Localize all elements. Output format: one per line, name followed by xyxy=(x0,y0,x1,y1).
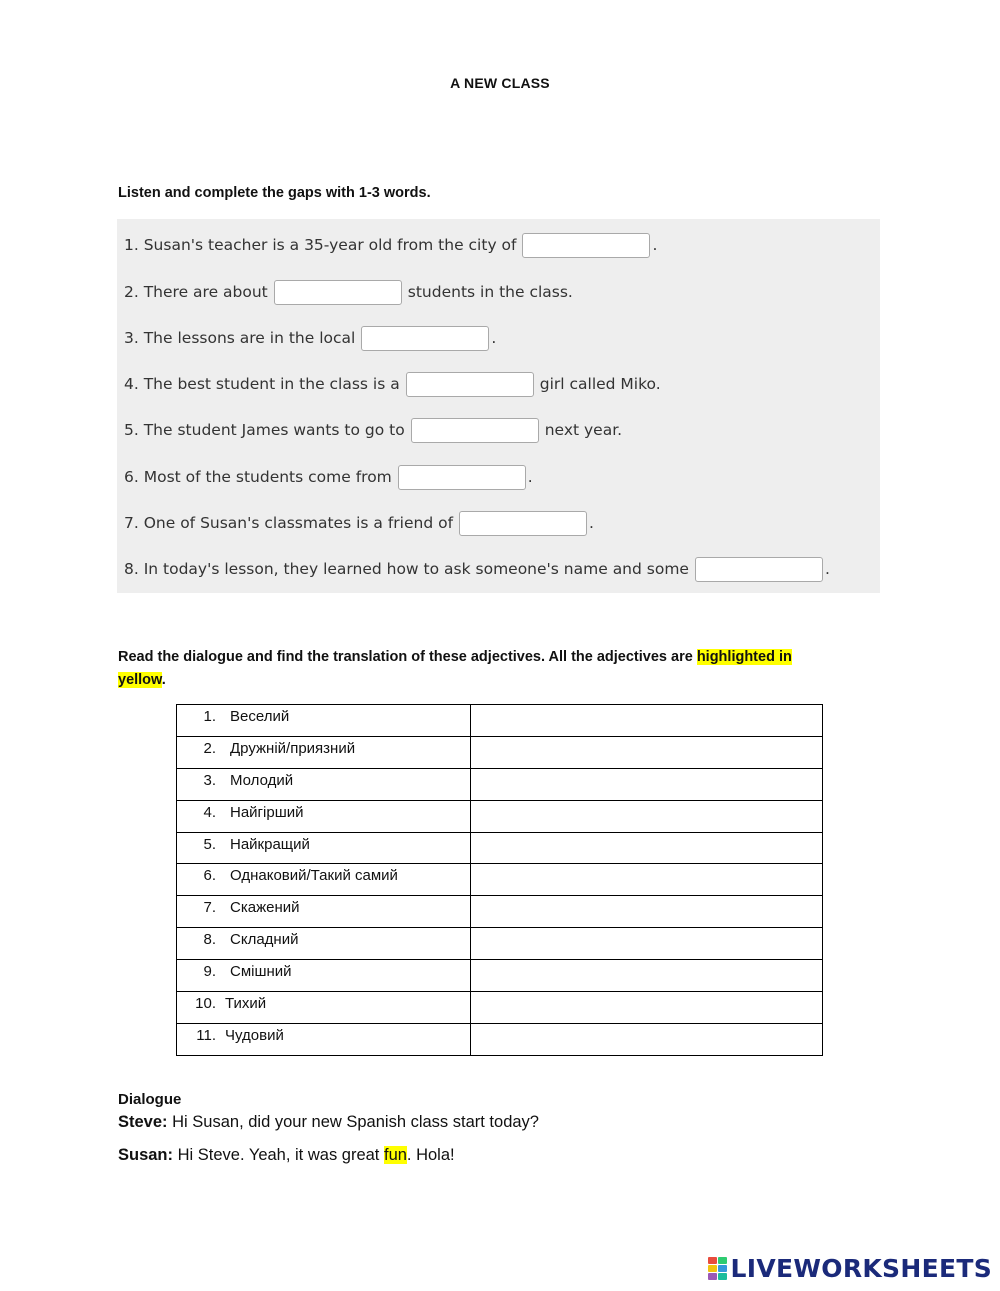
ukrainian-word: Тихий xyxy=(225,995,267,1013)
gap-input[interactable] xyxy=(411,418,539,443)
highlighted-adjective: fun xyxy=(383,1146,407,1164)
gap-input[interactable] xyxy=(398,465,526,490)
answer-cell[interactable] xyxy=(471,992,823,1024)
gap-fill-panel xyxy=(117,219,880,593)
row-number: 7. xyxy=(203,899,216,917)
gap-item-text-after: . xyxy=(589,514,594,532)
table-row xyxy=(177,896,823,928)
answer-cell[interactable] xyxy=(471,832,823,864)
section2-instruction xyxy=(118,646,878,692)
gap-item xyxy=(124,462,533,492)
word-cell xyxy=(177,768,471,800)
gap-item xyxy=(124,508,594,538)
gap-item xyxy=(124,277,573,307)
gap-item-text-after: girl called Miko. xyxy=(539,375,661,393)
gap-item xyxy=(124,323,496,353)
table-row xyxy=(177,928,823,960)
table-row xyxy=(177,736,823,768)
row-number: 2. xyxy=(203,739,216,757)
ukrainian-word: Веселий xyxy=(230,708,290,725)
ukrainian-word: Смішний xyxy=(230,963,292,981)
instruction-highlight: yellow xyxy=(118,672,162,688)
gap-item-text-after: . xyxy=(527,468,533,486)
row-number: 11. xyxy=(196,1026,216,1044)
table-row xyxy=(177,992,823,1024)
gap-item-text: 1. Susan's teacher is a 35-year old from the city of xyxy=(124,236,517,254)
gap-item-text: 4. The best student in the class is a xyxy=(124,375,400,393)
word-cell xyxy=(177,1023,471,1055)
gap-input[interactable] xyxy=(695,557,823,582)
gap-item-text: 3. The lessons are in the local xyxy=(124,329,356,347)
word-cell xyxy=(177,800,471,832)
gap-item-text: 2. There are about xyxy=(124,283,268,301)
gap-input[interactable] xyxy=(406,372,534,397)
gap-item xyxy=(124,369,661,399)
liveworksheets-logo xyxy=(708,1254,992,1283)
answer-cell[interactable] xyxy=(471,736,823,768)
ukrainian-word: Найкращий xyxy=(230,835,310,853)
gap-item-text: 5. The student James wants to go to xyxy=(124,421,405,439)
answer-cell[interactable] xyxy=(471,768,823,800)
gap-item-text-after: students in the class. xyxy=(407,283,573,301)
answer-cell[interactable] xyxy=(471,960,823,992)
table-row xyxy=(177,832,823,864)
ukrainian-word: Однаковий/Такий самий xyxy=(230,867,398,885)
word-cell xyxy=(177,864,471,896)
logo-blocks-icon xyxy=(708,1257,727,1280)
speaker-name: Steve: xyxy=(118,1113,168,1131)
ukrainian-word: Чудовий xyxy=(225,1026,284,1044)
speaker-name: Susan: xyxy=(118,1146,174,1164)
word-cell xyxy=(177,832,471,864)
table-row xyxy=(177,1023,823,1055)
row-number: 6. xyxy=(203,867,216,885)
row-number: 9. xyxy=(203,963,216,981)
dialogue-text: . Hola! xyxy=(406,1146,455,1164)
answer-cell[interactable] xyxy=(471,800,823,832)
word-cell xyxy=(177,928,471,960)
gap-item-text-after: . xyxy=(491,329,497,347)
table-row xyxy=(177,768,823,800)
gap-input[interactable] xyxy=(274,280,402,305)
word-cell xyxy=(177,736,471,768)
gap-item-text-after: . xyxy=(652,236,658,254)
answer-cell[interactable] xyxy=(471,928,823,960)
gap-input[interactable] xyxy=(361,326,489,351)
answer-cell[interactable] xyxy=(471,896,823,928)
instruction-highlight: highlighted in xyxy=(696,649,792,665)
word-cell xyxy=(177,896,471,928)
row-number: 1. xyxy=(203,708,216,725)
word-cell xyxy=(177,992,471,1024)
row-number: 8. xyxy=(203,931,216,949)
word-cell xyxy=(177,960,471,992)
ukrainian-word: Складний xyxy=(230,931,299,949)
table-row xyxy=(177,800,823,832)
gap-item-text-after: . xyxy=(824,560,830,578)
ukrainian-word: Молодий xyxy=(230,771,294,789)
gap-input[interactable] xyxy=(459,511,587,536)
gap-item-text-after: next year. xyxy=(544,421,623,439)
ukrainian-word: Скажений xyxy=(230,899,300,917)
logo-text: LIVEWORKSHEETS xyxy=(730,1254,992,1283)
gap-input[interactable] xyxy=(522,233,650,258)
gap-item-text: 7. One of Susan's classmates is a friend of xyxy=(124,514,454,532)
ukrainian-word: Дружній/приязний xyxy=(230,739,356,757)
table-row xyxy=(177,705,823,737)
gap-item xyxy=(124,415,622,445)
dialogue-text: Hi Steve. Yeah, it was great xyxy=(173,1146,384,1164)
gap-item-text: 8. In today's lesson, they learned how to ask someone's name and some xyxy=(124,560,689,578)
answer-cell[interactable] xyxy=(471,864,823,896)
adjective-table xyxy=(176,704,823,1056)
table-row xyxy=(177,960,823,992)
word-cell xyxy=(177,705,471,737)
row-number: 10. xyxy=(195,995,216,1013)
answer-cell[interactable] xyxy=(471,705,823,737)
section1-instruction: Listen and complete the gaps with 1-3 words. xyxy=(118,185,431,201)
page-title: A NEW CLASS xyxy=(450,75,550,91)
instruction-text: . xyxy=(161,672,166,688)
row-number: 4. xyxy=(203,803,216,821)
gap-item xyxy=(124,230,657,260)
gap-item xyxy=(124,554,830,584)
dialogue-line xyxy=(118,1146,455,1165)
gap-item-text: 6. Most of the students come from xyxy=(124,468,392,486)
instruction-text: Read the dialogue and find the translation of these adjectives. All the adjectives are xyxy=(118,649,697,665)
dialogue-line xyxy=(118,1113,539,1132)
dialogue-heading: Dialogue xyxy=(118,1091,182,1108)
row-number: 5. xyxy=(203,835,216,853)
table-row xyxy=(177,864,823,896)
ukrainian-word: Найгірший xyxy=(230,803,304,821)
row-number: 3. xyxy=(203,771,216,789)
answer-cell[interactable] xyxy=(471,1023,823,1055)
dialogue-text: Hi Susan, did your new Spanish class start today? xyxy=(167,1113,539,1131)
